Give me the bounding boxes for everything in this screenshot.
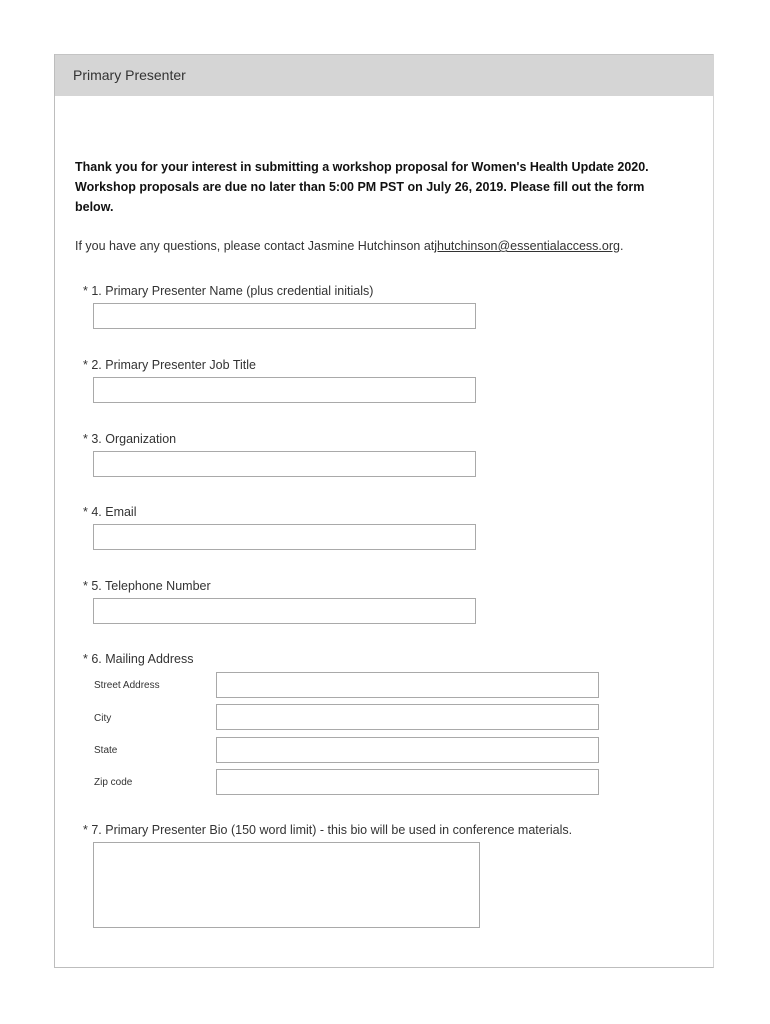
telephone-input[interactable] (93, 598, 476, 624)
zip-code-label: Zip code (94, 777, 133, 788)
intro-text (75, 157, 695, 217)
q3-label: * 3. Organization (83, 432, 177, 446)
city-label: City (94, 713, 112, 724)
section-title: Primary Presenter (73, 67, 186, 83)
presenter-name-input[interactable] (93, 303, 476, 329)
intro-line-1: Thank you for your interest in submitting a workshop proposal for Women's Health Update 2020. (75, 160, 649, 174)
q6-label: * 6. Mailing Address (83, 652, 194, 666)
contact-suffix: . (619, 239, 624, 253)
email-input[interactable] (93, 524, 476, 550)
q1-label: * 1. Primary Presenter Name (plus credential initials) (83, 284, 374, 298)
organization-input[interactable] (93, 451, 476, 477)
street-address-label: Street Address (94, 680, 160, 691)
street-address-input[interactable] (216, 672, 599, 698)
state-label: State (94, 745, 118, 756)
intro-line-3: below. (75, 200, 114, 214)
q2-label: * 2. Primary Presenter Job Title (83, 358, 256, 372)
contact-text (75, 239, 623, 253)
form-panel (54, 54, 714, 968)
section-header (55, 54, 713, 96)
state-input[interactable] (216, 737, 599, 763)
city-input[interactable] (216, 704, 599, 730)
q4-label: * 4. Email (83, 505, 137, 519)
intro-line-2: Workshop proposals are due no later than 5:00 PM PST on July 26, 2019. Please fill out the form (75, 180, 645, 194)
contact-email-link[interactable]: jhutchinson@essentialaccess.org (434, 239, 620, 253)
contact-prefix: If you have any questions, please contact Jasmine Hutchinson at (75, 239, 435, 253)
q5-label: * 5. Telephone Number (83, 579, 211, 593)
presenter-bio-textarea[interactable] (93, 842, 480, 928)
q7-label: * 7. Primary Presenter Bio (150 word limit) - this bio will be used in conference materials. (83, 823, 573, 837)
zip-code-input[interactable] (216, 769, 599, 795)
job-title-input[interactable] (93, 377, 476, 403)
